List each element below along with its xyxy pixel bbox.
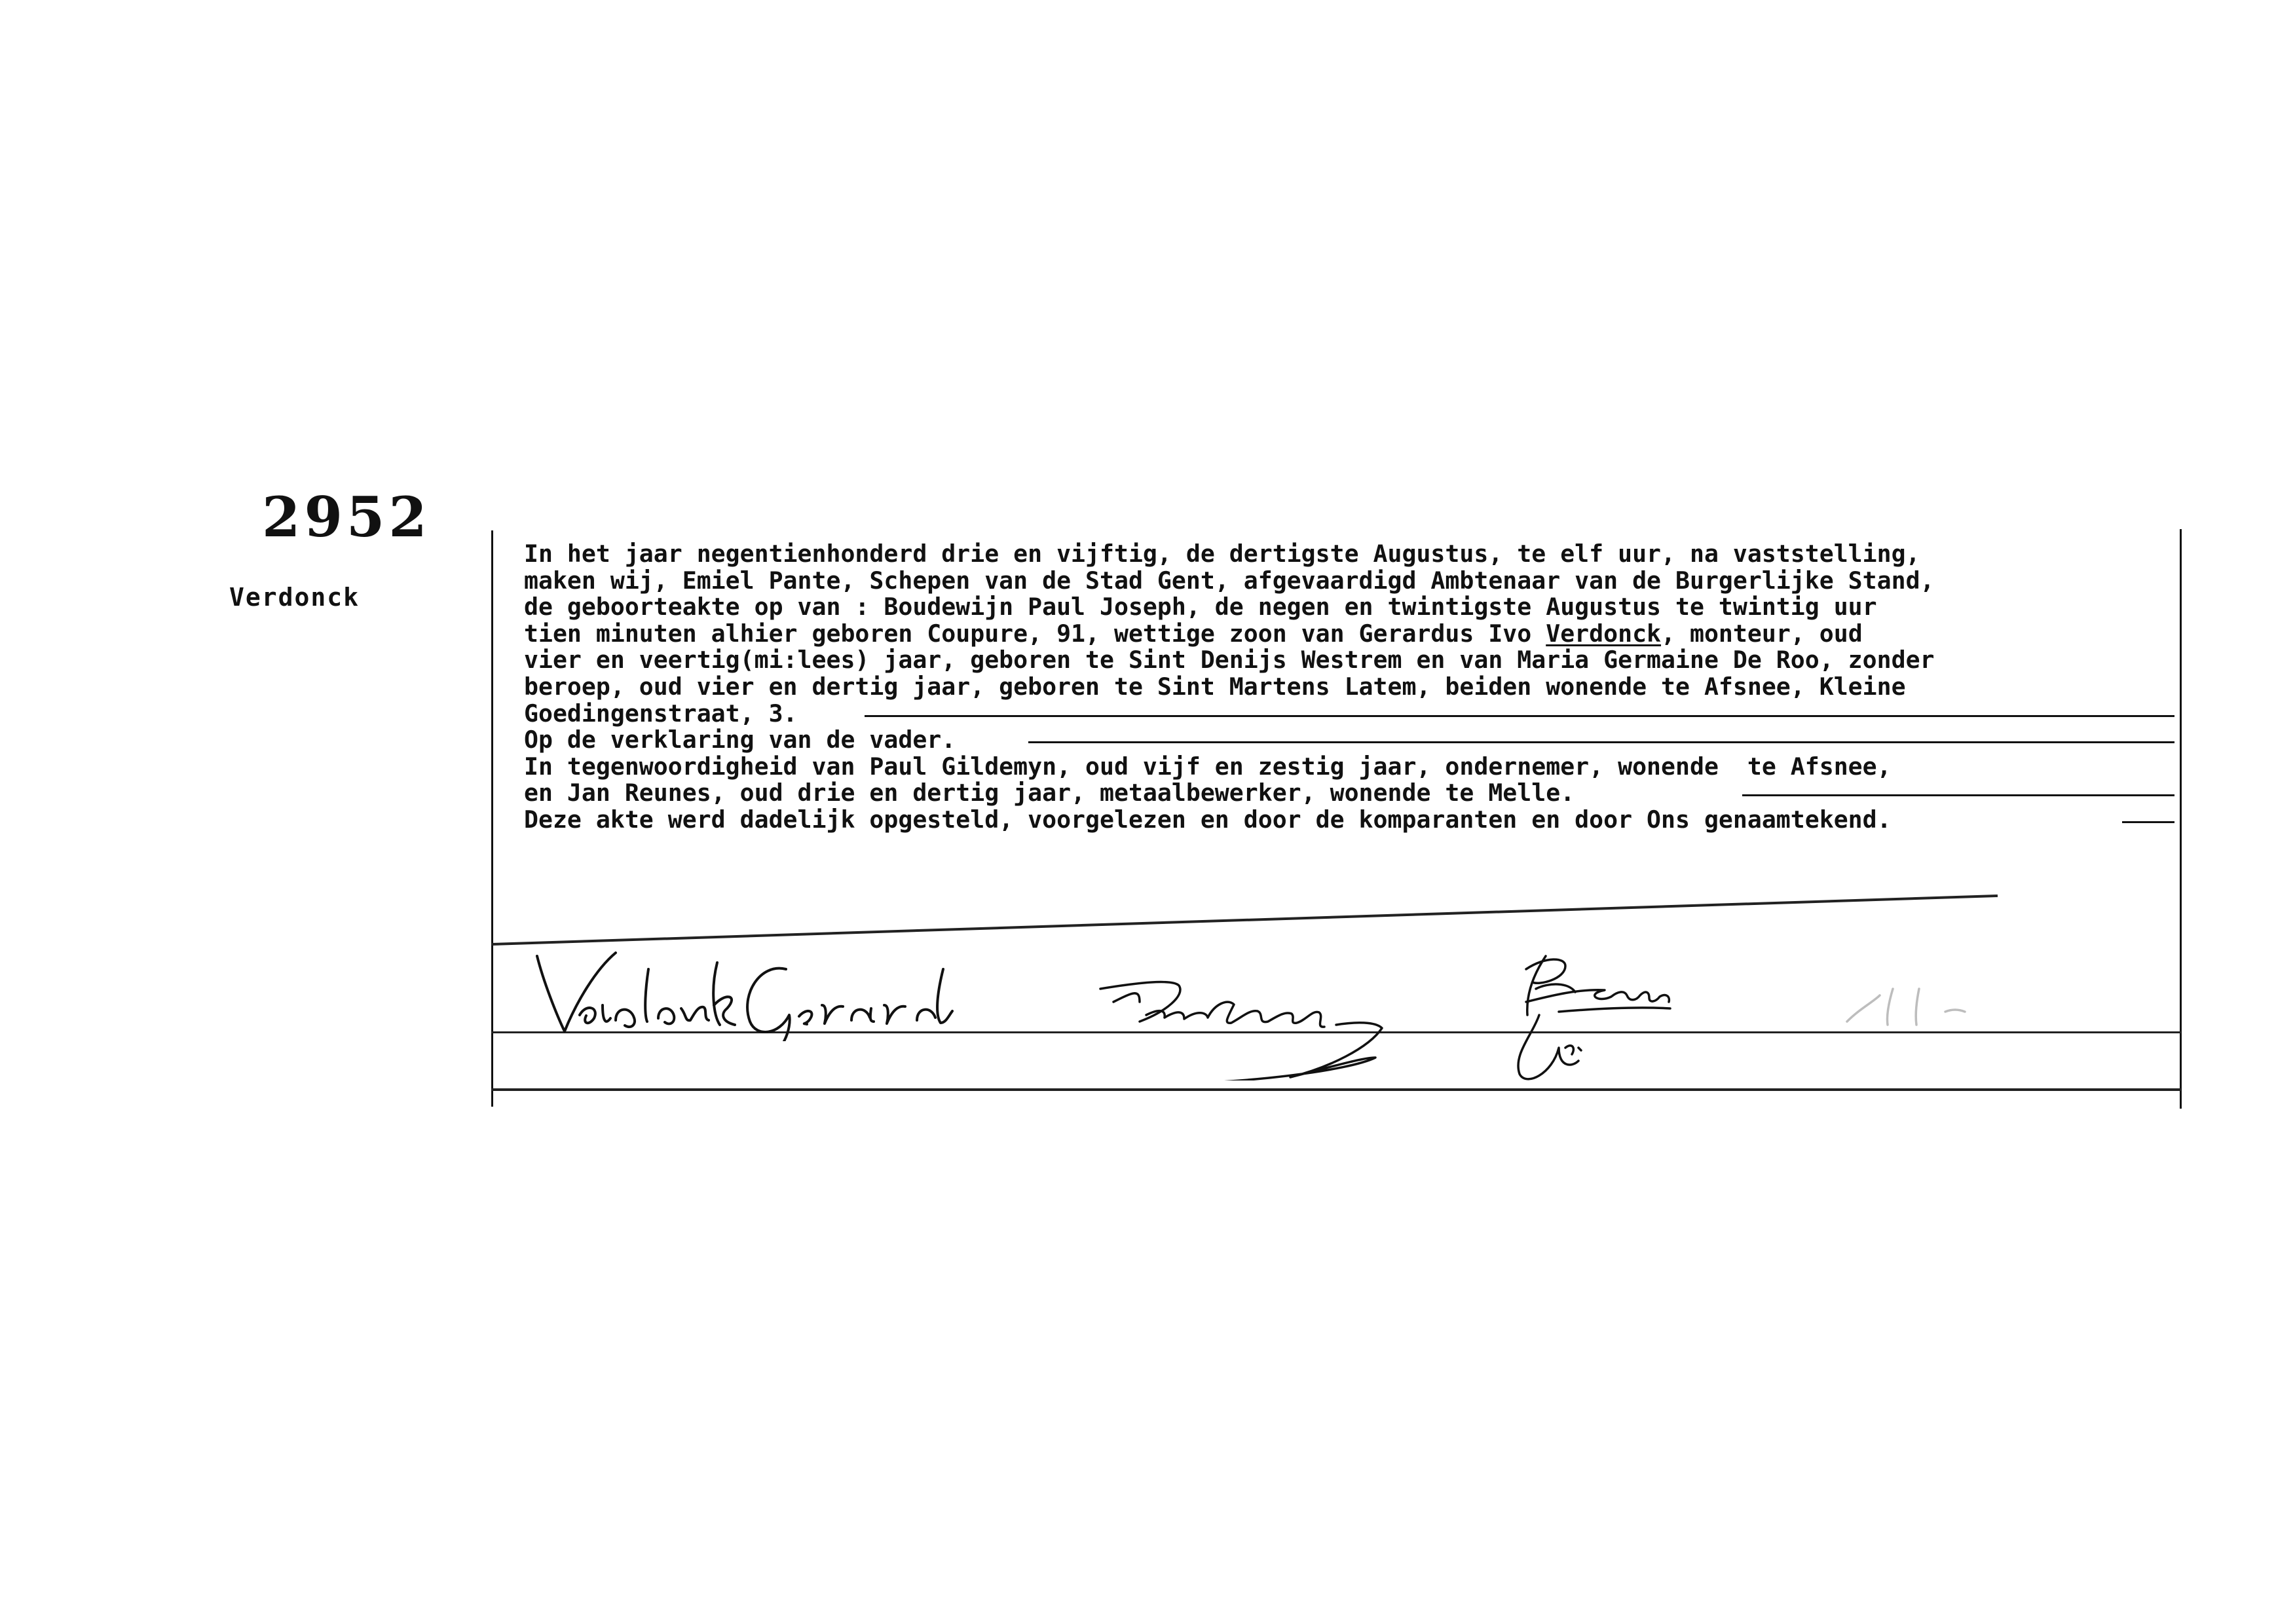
akte-line-text: tien minuten alhier geboren Coupure, 91, wettige zoon van Gerardus Ivo bbox=[524, 619, 1546, 648]
bottom-rule bbox=[491, 1088, 2181, 1091]
frame-right-border bbox=[2180, 529, 2182, 1109]
akte-line bbox=[524, 621, 2174, 648]
frame-left-border bbox=[491, 530, 493, 1107]
akte-line: maken wij, Emiel Pante, Schepen van de Stad Gent, afgevaardigd Ambtenaar van de Burgerlijke Stand, bbox=[524, 566, 1935, 595]
akte-line: beroep, oud vier en dertig jaar, geboren te Sint Martens Latem, beiden wonende te Afsnee, Kleine bbox=[524, 672, 1906, 701]
akte-line: Goedingenstraat, 3. bbox=[524, 701, 2174, 728]
separator-line bbox=[491, 891, 1998, 950]
signature-witness-reunes bbox=[1500, 950, 1723, 1094]
akte-line: Deze akte werd dadelijk opgesteld, voorgelezen en door de komparanten en door Ons genaamtekend. bbox=[524, 807, 2174, 834]
akte-line-text: , monteur, oud bbox=[1661, 619, 1863, 648]
signature-witness-gildemyn bbox=[1087, 963, 1454, 1080]
birth-record-text bbox=[524, 541, 2174, 834]
record-number: 2952 bbox=[262, 485, 431, 549]
akte-line: vier en veertig(mi:lees) jaar, geboren te Sint Denijs Westrem en van Maria Germaine De Roo, zonder bbox=[524, 646, 1935, 674]
akte-line: de geboorteakte op van : Boudewijn Paul Joseph, de negen en twintigste Augustus te twintig uur bbox=[524, 593, 1877, 621]
father-surname: Verdonck bbox=[1546, 619, 1662, 648]
signature-father bbox=[517, 943, 1015, 1041]
akte-line: Op de verklaring van de vader. bbox=[524, 727, 2174, 754]
margin-surname: Verdonck bbox=[229, 583, 360, 612]
signature-officer-faint bbox=[1834, 976, 1978, 1035]
akte-line: en Jan Reunes, oud drie en dertig jaar, metaalbewerker, wonende te Melle. bbox=[524, 780, 2174, 807]
akte-line: In het jaar negentienhonderd drie en vijftig, de dertigste Augustus, te elf uur, na vaststelling, bbox=[524, 540, 1920, 568]
akte-line: In tegenwoordigheid van Paul Gildemyn, oud vijf en zestig jaar, ondernemer, wonende te Afsnee, bbox=[524, 752, 1892, 781]
